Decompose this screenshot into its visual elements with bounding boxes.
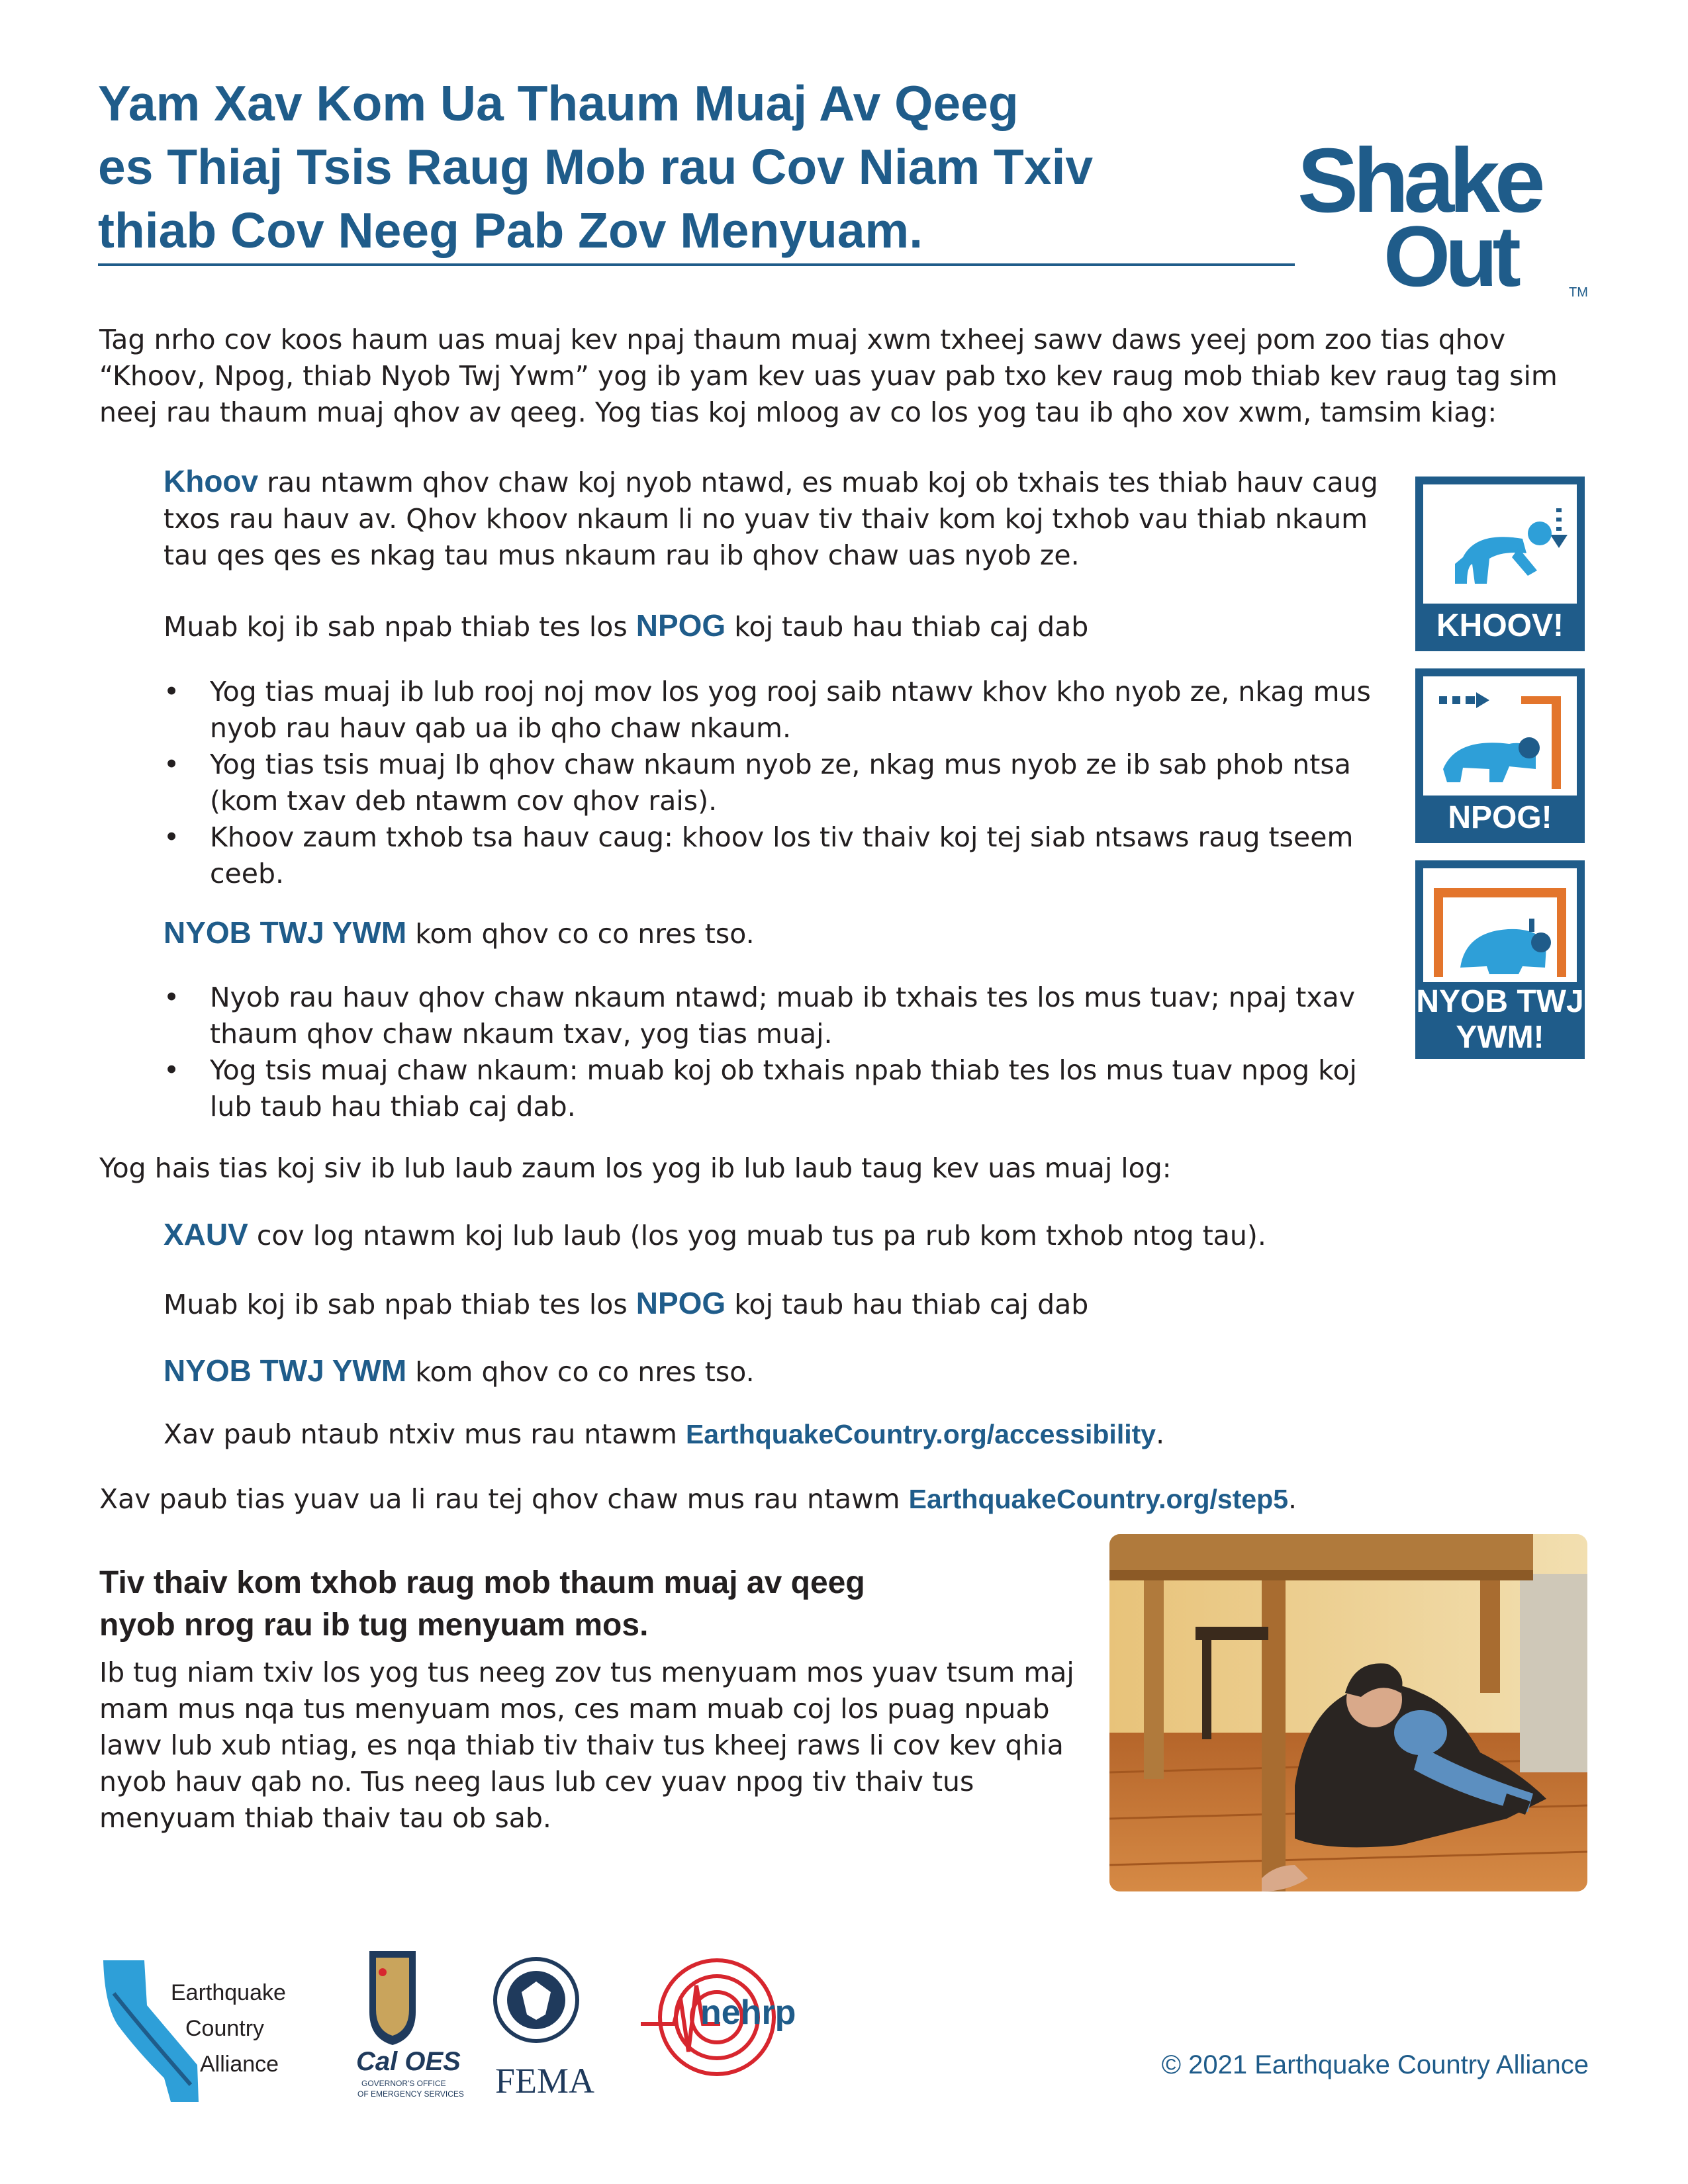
hold-text: kom qhov co co nres tso. — [406, 918, 755, 950]
hold2-text: kom qhov co co nres tso. — [406, 1356, 755, 1388]
cover2-suffix: koj taub hau thiab caj dab — [726, 1289, 1089, 1320]
step5-link[interactable]: EarthquakeCountry.org/step5 — [908, 1484, 1288, 1514]
hold-paragraph — [164, 915, 1401, 952]
hold-bullet-list — [164, 979, 1375, 1125]
eca-word-3: Alliance — [200, 2052, 279, 2077]
cover2-prefix: Muab koj ib sab npab thiab tes los — [164, 1289, 636, 1320]
shakeout-logo — [1291, 113, 1595, 298]
access-suffix: . — [1156, 1418, 1165, 1450]
cover-paragraph — [164, 608, 1401, 645]
title-line-2: es Thiaj Tsis Raug Mob rau Cov Niam Txiv — [98, 139, 1094, 195]
accessibility-link[interactable]: EarthquakeCountry.org/accessibility — [685, 1419, 1156, 1449]
eca-word-1: Earthquake — [171, 1980, 286, 2005]
cover-label: NPOG! — [1448, 800, 1552, 835]
infant-section-heading — [99, 1562, 1026, 1647]
partner-logos — [98, 1946, 859, 2111]
copyright-notice: © 2021 Earthquake Country Alliance — [1161, 2050, 1589, 2079]
intro-paragraph: Tag nrho cov koos haum uas muaj kev npaj thaum muaj xwm txheej sawv daws yeej pom zoo tias qhov “Khoov, Npog, thiab Nyob Twj Ywm” yog ib yam kev uas yuav pab txo kev raug mob thiab kev raug tag sim neej rau thaum muaj qhov av qeeg. Yog tias koj mloog av co los yog tau ib qho xov xwm, tamsim kiag: — [99, 324, 1558, 428]
hold-pictogram — [1423, 868, 1577, 982]
infant-heading-line-1: Tiv thaiv kom txhob raug mob thaum muaj av qeeg — [99, 1565, 865, 1600]
hold-label-line-1: NYOB TWJ — [1416, 984, 1584, 1019]
drop-paragraph — [164, 463, 1401, 574]
infant-heading-line-2: nyob nrog rau ib tug menyuam mos. — [99, 1608, 649, 1643]
cover2-paragraph — [164, 1285, 1587, 1323]
cover2-keyword: NPOG — [635, 1286, 726, 1320]
fema-logo — [495, 1959, 594, 2101]
lock-keyword: XAUV — [164, 1217, 248, 1251]
list-item: • Khoov zaum txhob tsa hauv caug: khoov los tiv thaiv koj tej siab ntsaws raug tseem ceeb. — [164, 819, 1375, 892]
cover-keyword: NPOG — [635, 608, 726, 643]
hold-keyword: NYOB TWJ YWM — [164, 915, 407, 950]
logo-text-out: Out — [1383, 208, 1516, 298]
fema-wordmark: FEMA — [495, 2061, 595, 2101]
title-line-1: Yam Xav Kom Ua Thaum Muaj Av Qeeg — [98, 75, 1019, 131]
list-item: • Nyob rau hauv qhov chaw nkaum ntawd; muab ib txhais tes los mus tuav; npaj txav thaum qhov chaw nkaum txav, yog tias muaj. — [164, 979, 1375, 1052]
drop-keyword: Khoov — [164, 464, 259, 498]
list-item: • Yog tias tsis muaj Ib qhov chaw nkaum nyob ze, nkag mus nyob ze ib sab phob ntsa (kom txav deb ntawm cov qhov rais). — [164, 747, 1375, 819]
drop-icon-card — [1415, 477, 1585, 651]
hold-label-line-2: YWM! — [1456, 1020, 1544, 1055]
page-title — [98, 71, 1289, 262]
title-line-3: thiab Cov Neeg Pab Zov Menyuam. — [98, 203, 923, 258]
drop-pictogram — [1423, 484, 1577, 604]
nehrp-wordmark: nehrp — [700, 1993, 796, 2032]
drop-text: rau ntawm qhov chaw koj nyob ntawd, es muab koj ob txhais tes thiab hauv caug txos rau hauv av. Qhov khoov nkaum li no yuav tiv thaiv kom koj txhob vau thiab nkaum tau qes qes es nkag tau mus nkaum rau ib qhov chaw uas nyob ze. — [164, 467, 1378, 571]
wheelchair-intro: Yog hais tias koj siv ib lub laub zaum los yog ib lub laub taug kev uas muaj log: — [99, 1152, 1172, 1184]
caloes-sub-1: GOVERNOR'S OFFICE — [361, 2079, 446, 2088]
list-item: • Yog tias muaj ib lub rooj noj mov los yog rooj saib ntawv khov kho nyob ze, nkag mus nyob rau hauv qab ua ib qho chaw nkaum. — [164, 674, 1375, 747]
covering-person-icon — [1423, 676, 1577, 796]
crouching-person-icon — [1423, 484, 1577, 604]
step5-suffix: . — [1288, 1483, 1297, 1515]
eca-word-2: Country — [185, 2016, 265, 2041]
hold2-paragraph — [164, 1353, 1587, 1390]
earthquake-country-alliance-logo — [103, 1960, 286, 2102]
holding-on-person-icon — [1423, 868, 1577, 982]
cover-suffix: koj taub hau thiab caj dab — [726, 611, 1089, 643]
parent-under-table-photo — [1109, 1534, 1587, 1891]
nehrp-logo — [641, 1960, 796, 2074]
lock-text: cov log ntawm koj lub laub (los yog muab tus pa rub kom txhob ntog tau). — [248, 1220, 1266, 1251]
hold2-keyword: NYOB TWJ YWM — [164, 1353, 407, 1388]
cover-prefix: Muab koj ib sab npab thiab tes los — [164, 611, 636, 643]
caloes-sub-2: OF EMERGENCY SERVICES — [357, 2089, 464, 2099]
title-divider — [98, 263, 1295, 266]
cover-bullet-list — [164, 674, 1375, 892]
lock-paragraph — [164, 1216, 1587, 1254]
step5-prefix: Xav paub tias yuav ua li rau tej qhov chaw mus rau ntawm — [99, 1483, 909, 1515]
infant-section-body: Ib tug niam txiv los yog tus neeg zov tus menyuam mos yuav tsum maj mam mus nqa tus menyuam mos, ces mam muab coj los puag npuab lawv lub xub ntiag, es nqa thiab tiv thaiv tus kheej raws li cov kev qhia nyob hauv qab no. Tus neeg laus lub cev yuav npog tiv thaiv tus menyuam thiab thaiv tau ob sab. — [99, 1657, 1074, 1834]
cover-icon-card — [1415, 668, 1585, 843]
hold-icon-card — [1415, 860, 1585, 1059]
access-prefix: Xav paub ntaub ntxiv mus rau ntawm — [164, 1418, 686, 1450]
cover-pictogram — [1423, 676, 1577, 796]
list-item: • Yog tsis muaj chaw nkaum: muab koj ob txhais npab thiab tes los mus tuav npog koj lub taub hau thiab caj dab. — [164, 1052, 1375, 1125]
caloes-wordmark: Cal OES — [356, 2047, 461, 2076]
drop-label: KHOOV! — [1436, 608, 1564, 643]
logo-trademark: TM — [1569, 285, 1588, 298]
step5-paragraph — [99, 1481, 1589, 1518]
logo-text-shake: Shake — [1297, 130, 1540, 232]
accessibility-paragraph — [164, 1416, 1587, 1453]
cal-oes-logo — [356, 1951, 464, 2099]
